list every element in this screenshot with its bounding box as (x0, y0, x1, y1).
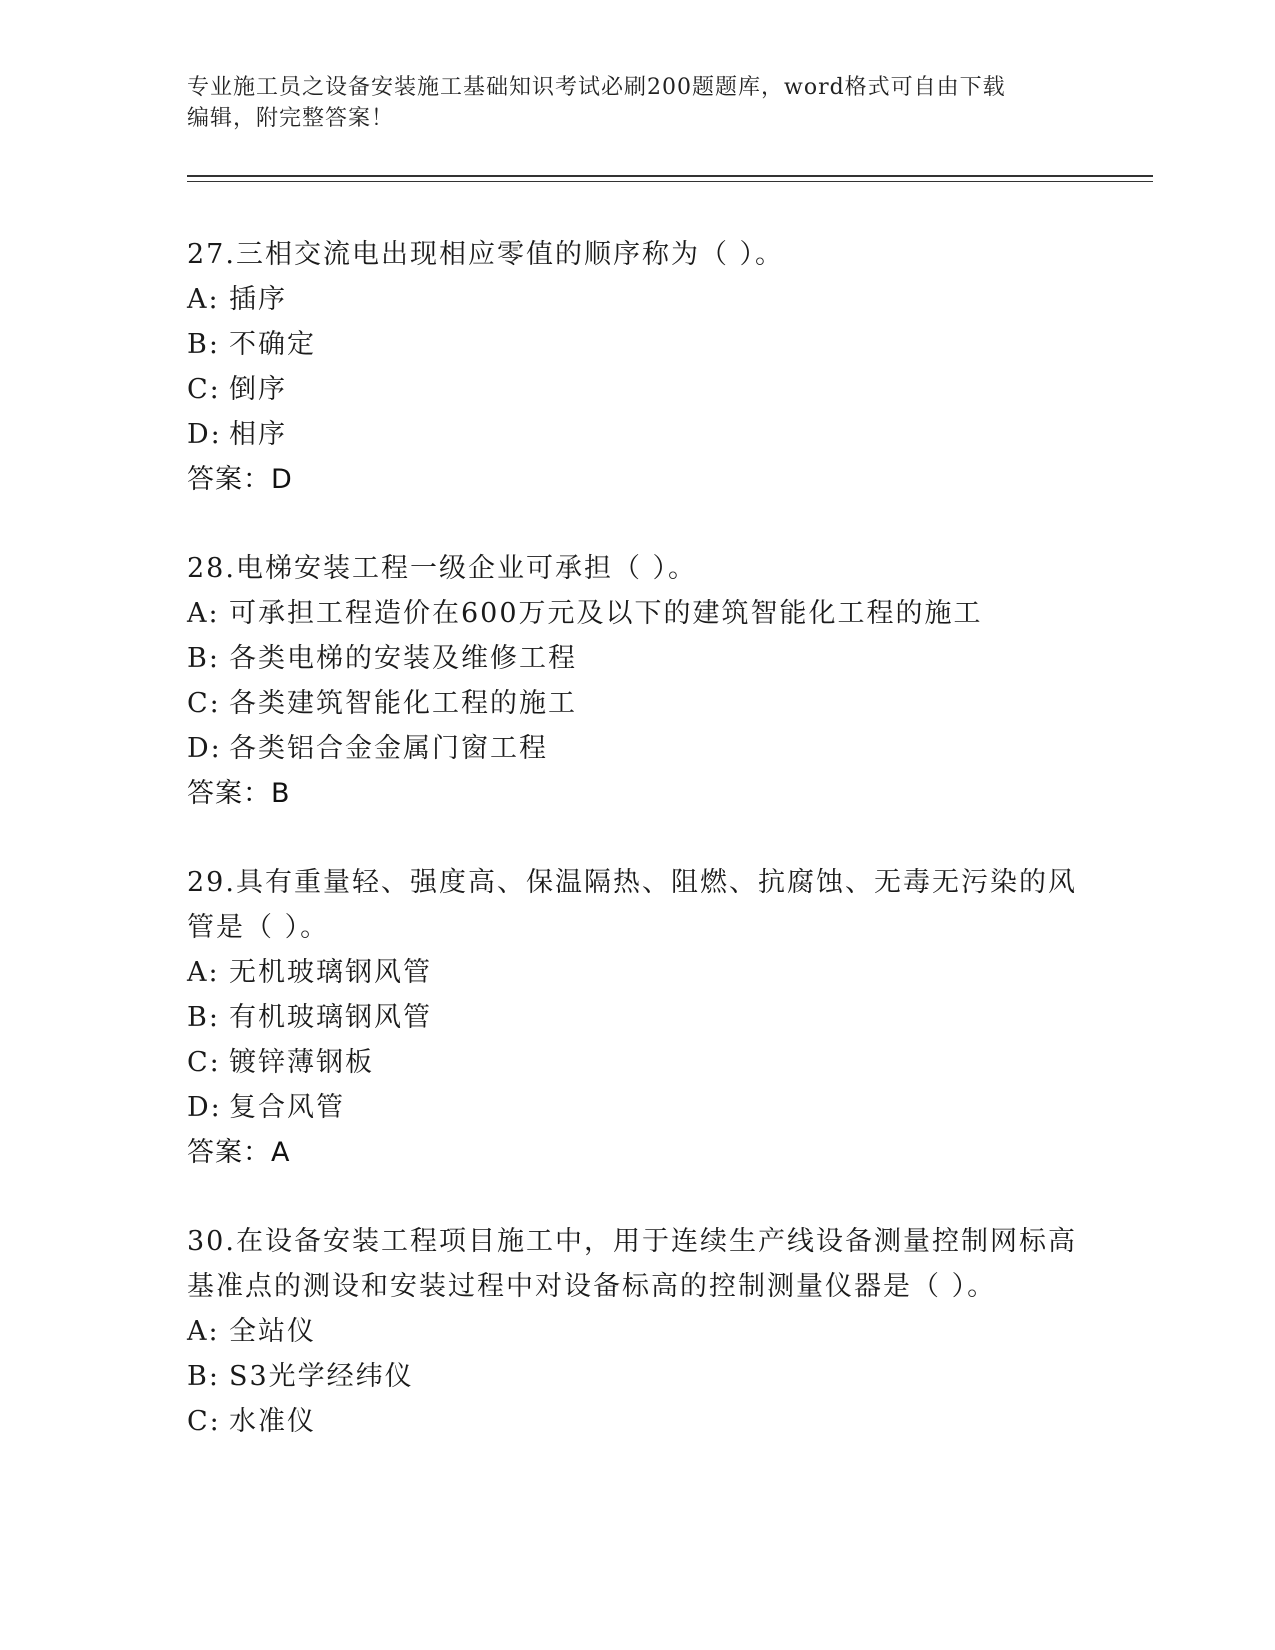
option-letter: C: (187, 688, 221, 719)
option-letter: A: (187, 957, 220, 988)
option-c (187, 681, 1087, 726)
option-letter: B: (187, 1002, 220, 1033)
option-text: 相序 (229, 419, 287, 450)
option-text: 不确定 (229, 329, 316, 360)
question-stem: 30.在设备安装工程项目施工中，用于连续生产线设备测量控制网标高基准点的测设和安装过程中对设备标高的控制测量仪器是（ ）。 (187, 1226, 1077, 1302)
option-text: 插序 (229, 284, 287, 315)
option-text: 可承担工程造价在600万元及以下的建筑智能化工程的施工 (229, 598, 983, 629)
option-a (187, 277, 1087, 322)
option-d (187, 726, 1087, 771)
option-letter: C: (187, 1047, 221, 1078)
option-c (187, 367, 1087, 412)
option-b (187, 322, 1087, 367)
question-stem: 29.具有重量轻、强度高、保温隔热、阻燃、抗腐蚀、无毒无污染的风管是（ ）。 (187, 867, 1077, 943)
option-a (187, 1309, 1087, 1354)
option-text: 全站仪 (229, 1316, 316, 1347)
option-a (187, 950, 1087, 995)
option-text: 各类建筑智能化工程的施工 (229, 688, 577, 719)
option-b (187, 1354, 1087, 1399)
option-b (187, 636, 1087, 681)
answer-line: 答案：A (187, 1137, 291, 1168)
option-letter: C: (187, 1406, 221, 1437)
question-list (187, 232, 1087, 1488)
option-text: 各类铝合金金属门窗工程 (229, 733, 548, 764)
question-27 (187, 232, 1087, 502)
option-letter: D: (187, 419, 222, 450)
question-30 (187, 1219, 1087, 1444)
header-line-1: 专业施工员之设备安装施工基础知识考试必刷200题题库，word格式可自由下载 (187, 75, 1006, 100)
header-line-2: 编辑，附完整答案！ (187, 106, 395, 131)
question-29 (187, 860, 1087, 1175)
question-28 (187, 546, 1087, 816)
option-c (187, 1040, 1087, 1085)
option-text: S3光学经纬仪 (229, 1361, 414, 1392)
option-text: 有机玻璃钢风管 (229, 1002, 432, 1033)
option-d (187, 412, 1087, 457)
question-stem: 28.电梯安装工程一级企业可承担（ ）。 (187, 553, 698, 584)
option-text: 无机玻璃钢风管 (229, 957, 432, 988)
option-letter: D: (187, 733, 222, 764)
option-text: 水准仪 (229, 1406, 316, 1437)
option-text: 镀锌薄钢板 (229, 1047, 374, 1078)
option-d (187, 1085, 1087, 1130)
option-letter: A: (187, 284, 220, 315)
option-letter: A: (187, 1316, 220, 1347)
answer-line: 答案：D (187, 464, 293, 495)
option-letter: B: (187, 643, 220, 674)
option-letter: B: (187, 1361, 220, 1392)
answer-line: 答案：B (187, 778, 291, 809)
option-letter: C: (187, 374, 221, 405)
option-letter: D: (187, 1092, 222, 1123)
header-divider-thin (187, 181, 1153, 182)
option-letter: B: (187, 329, 220, 360)
option-a (187, 591, 1087, 636)
option-b (187, 995, 1087, 1040)
option-text: 倒序 (229, 374, 287, 405)
option-c (187, 1399, 1087, 1444)
option-text: 各类电梯的安装及维修工程 (229, 643, 577, 674)
option-text: 复合风管 (229, 1092, 345, 1123)
question-stem: 27.三相交流电出现相应零值的顺序称为（ ）。 (187, 239, 785, 270)
header-divider-thick (187, 175, 1153, 177)
option-letter: A: (187, 598, 220, 629)
document-header (187, 72, 1087, 134)
